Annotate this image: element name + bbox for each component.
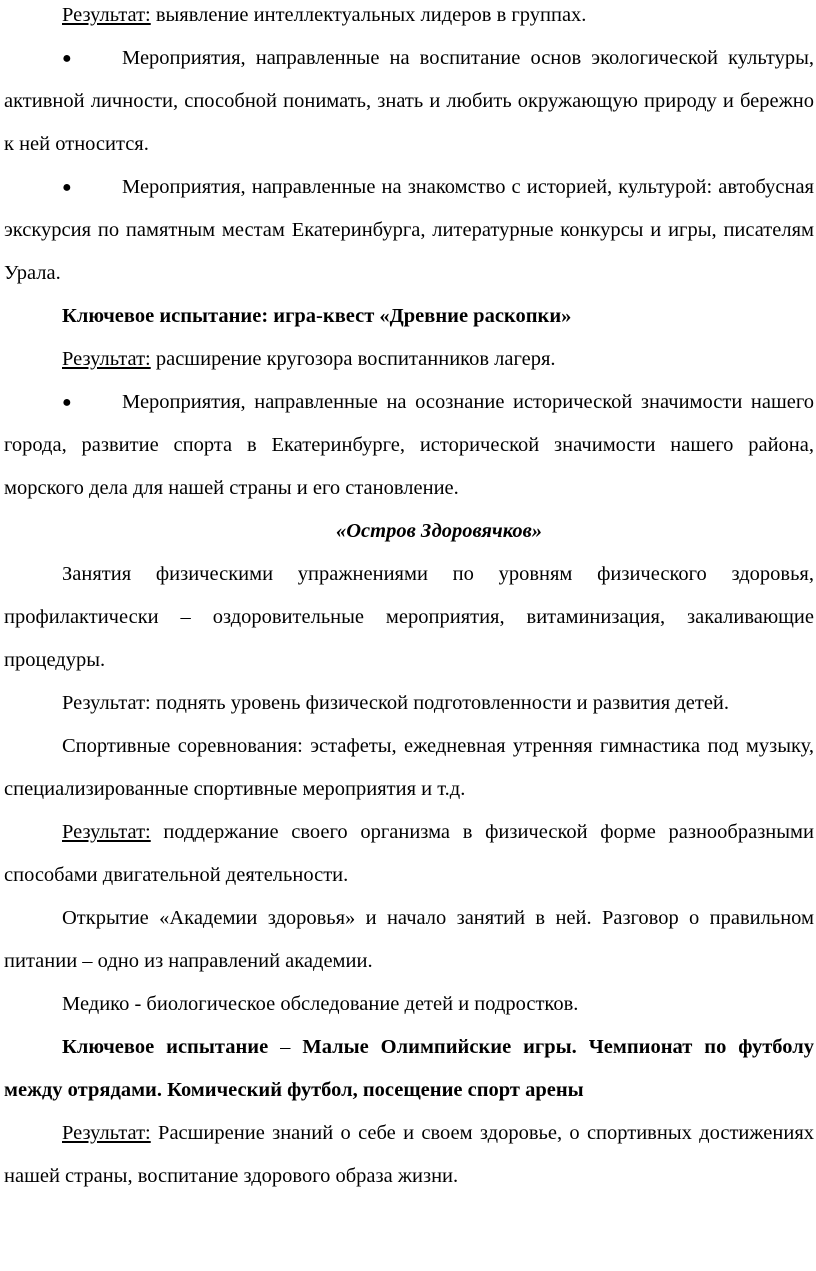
result-text: выявление интеллектуальных лидеров в группах. <box>150 4 587 26</box>
result-paragraph-3 <box>4 811 814 897</box>
result-paragraph-1 <box>4 0 814 37</box>
paragraph-health-academy: Открытие «Академии здоровья» и начало занятий в ней. Разговор о правильном питании – одно из направлений академии. <box>4 907 814 972</box>
key-test-label: Ключевое испытание <box>62 1036 269 1058</box>
paragraph-result-fitness: Результат: поднять уровень физической подготовленности и развития детей. <box>62 692 730 714</box>
result-label: Результат: <box>62 348 151 370</box>
section-heading-health-island: «Остров Здоровячков» <box>336 520 542 542</box>
result-text: Расширение знаний о себе и своем здоровье, о спортивных достижениях нашей страны, воспитание здорового образа жизни. <box>4 1122 814 1187</box>
key-test-quest: Ключевое испытание: игра-квест «Древние раскопки» <box>62 305 572 327</box>
result-label: Результат: <box>62 1122 151 1144</box>
result-paragraph-4 <box>4 1112 814 1198</box>
paragraph-medical-exam: Медико - биологическое обследование детей и подростков. <box>62 993 579 1015</box>
bullet-item-history <box>4 166 814 295</box>
result-paragraph-2 <box>4 338 814 381</box>
key-test-text: Малые Олимпийские игры. Чемпионат по футболу между отрядами. Комический футбол, посещение спорт арены <box>4 1036 814 1101</box>
bullet-icon: ● <box>62 50 72 67</box>
bullet-text: Мероприятия, направленные на осознание исторической значимости нашего города, развитие спорта в Екатеринбурге, исторической значимости нашего района, морского дела для нашей страны и его становление. <box>4 391 814 499</box>
result-label: Результат: <box>62 4 151 26</box>
key-test-olympics <box>4 1026 814 1112</box>
bullet-item-city-history <box>4 381 814 510</box>
bullet-icon: ● <box>62 179 72 196</box>
bullet-item-ecology <box>4 37 814 166</box>
result-text: расширение кругозора воспитанников лагеря. <box>150 348 556 370</box>
result-label: Результат: <box>62 821 151 843</box>
bullet-text: Мероприятия, направленные на воспитание основ экологической культуры, активной личности, способной понимать, знать и любить окружающую природу и бережно к ней относится. <box>4 47 814 155</box>
document-page <box>4 0 814 1198</box>
paragraph-exercises: Занятия физическими упражнениями по уровням физического здоровья, профилактически – оздоровительные мероприятия, витаминизация, закаливающие процедуры. <box>4 563 814 671</box>
key-test-dash: – <box>268 1036 303 1058</box>
paragraph-competitions: Спортивные соревнования: эстафеты, ежедневная утренняя гимнастика под музыку, специализированные спортивные мероприятия и т.д. <box>4 735 814 800</box>
result-text: поддержание своего организма в физической форме разнообразными способами двигательной деятельности. <box>4 821 814 886</box>
bullet-text: Мероприятия, направленные на знакомство с историей, культурой: автобусная экскурсия по памятным местам Екатеринбурга, литературные конкурсы и игры, писателям Урала. <box>4 176 814 284</box>
bullet-icon: ● <box>62 394 72 411</box>
